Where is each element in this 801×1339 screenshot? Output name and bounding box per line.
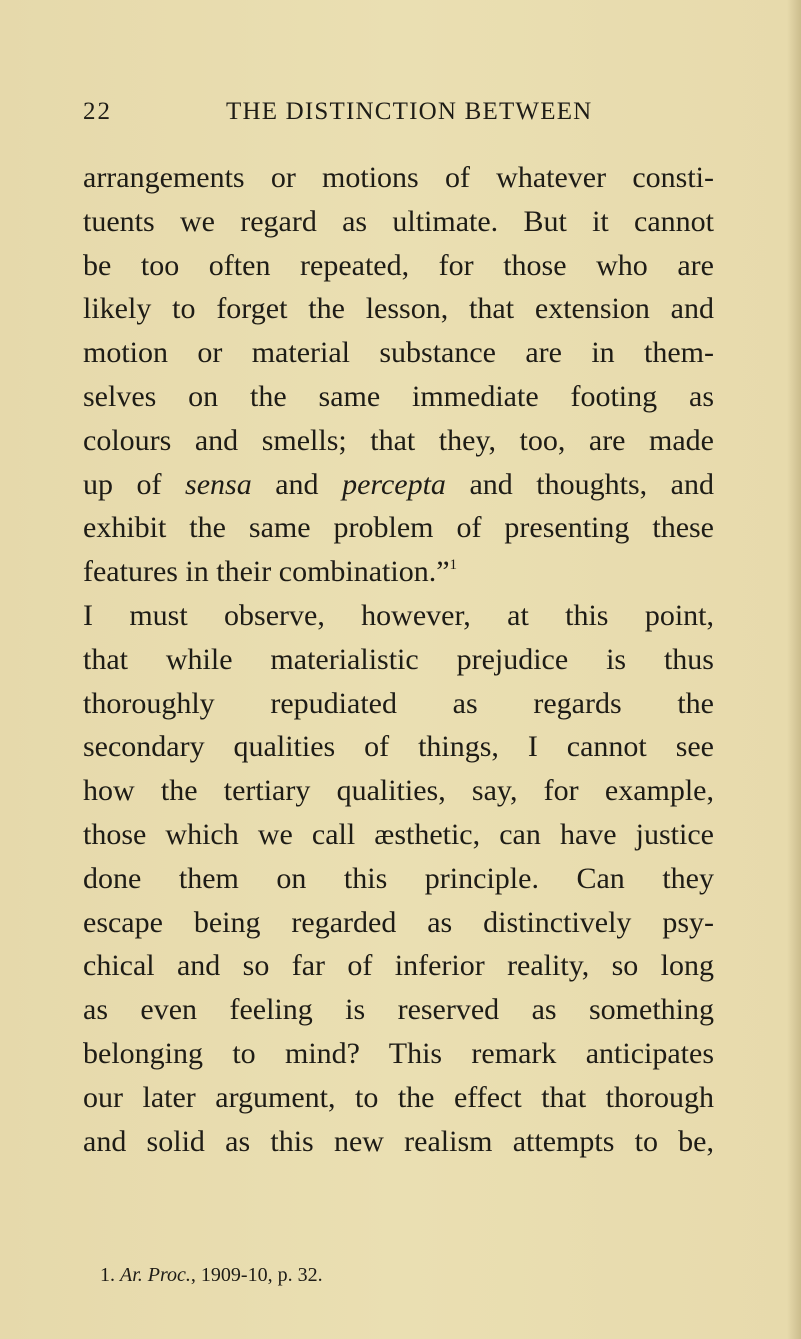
text-line: as even feeling is reserved as something (83, 993, 714, 1027)
text-line: chical and so far of inferior reality, so long (83, 949, 714, 983)
footnote-reference: 1 (449, 557, 458, 574)
text-line: done them on this principle. Can they (83, 861, 714, 895)
text-fragment: and thoughts, and (445, 467, 714, 501)
italic-term-sensa: sensa (185, 467, 252, 501)
text-fragment: and (251, 467, 343, 501)
text-line: selves on the same immediate footing as (83, 379, 714, 413)
page-number: 22 (83, 98, 112, 125)
running-header (0, 96, 801, 140)
footnote-details: , 1909-10, p. 32. (190, 1264, 323, 1286)
italic-term-percepta: percepta (342, 467, 446, 501)
text-line: motion or material substance are in them- (83, 336, 714, 370)
text-line (83, 550, 714, 594)
text-line (83, 463, 714, 507)
text-line: exhibit the same problem of presenting these (83, 511, 714, 545)
text-line: be too often repeated, for those who are (83, 248, 714, 282)
text-line: tuents we regard as ultimate. But it cannot (83, 204, 714, 238)
text-line: that while materialistic prejudice is thus (83, 642, 714, 676)
footnote-source: Ar. Proc. (120, 1264, 191, 1286)
text-fragment: up of (83, 467, 186, 501)
text-line: thoroughly repudiated as regards the (83, 686, 714, 720)
text-line: likely to forget the lesson, that extension and (83, 292, 714, 326)
page-edge-shadow (787, 0, 801, 1339)
text-line: belonging to mind? This remark anticipates (83, 1036, 714, 1070)
text-line: escape being regarded as distinctively psy- (83, 905, 714, 939)
text-fragment: features in their combination.” (83, 555, 450, 589)
text-line: arrangements or motions of whatever consti- (83, 161, 714, 194)
running-title: THE DISTINCTION BETWEEN (226, 98, 593, 125)
text-line: how the tertiary qualities, say, for example, (83, 774, 714, 808)
text-line: secondary qualities of things, I cannot see (83, 730, 714, 764)
footnote (100, 1264, 323, 1287)
text-line: colours and smells; that they, too, are made (83, 423, 714, 457)
body-text (83, 156, 714, 1163)
text-line: those which we call æsthetic, can have justice (83, 817, 714, 851)
footnote-number: 1. (100, 1264, 115, 1286)
text-line: our later argument, to the effect that thorough (83, 1080, 714, 1114)
text-line: and solid as this new realism attempts to be, (83, 1124, 714, 1158)
text-line: I must observe, however, at this point, (83, 598, 714, 632)
